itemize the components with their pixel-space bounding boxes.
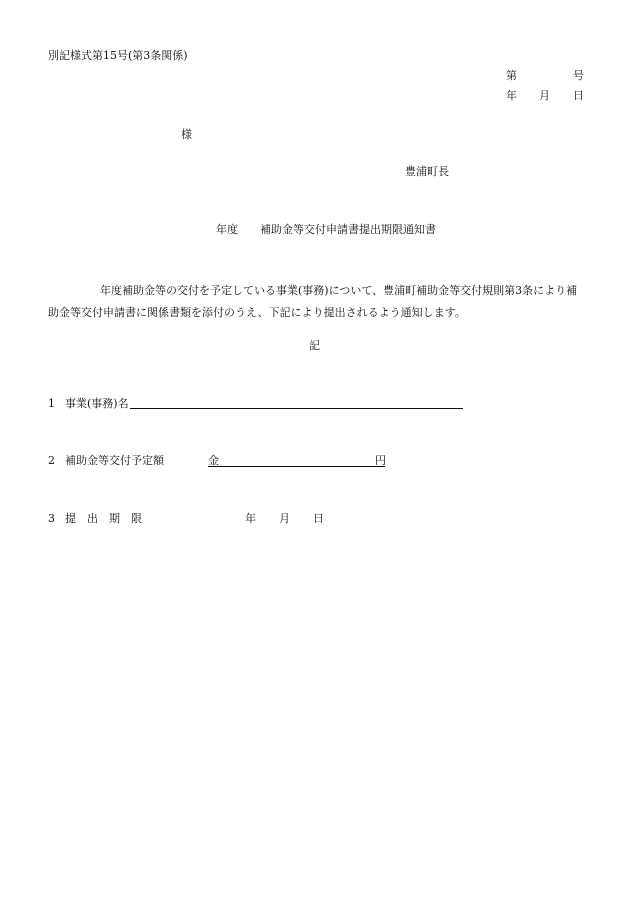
date-year: 年 — [506, 89, 517, 102]
item-3-number: 3 — [48, 512, 55, 525]
item-1-number: 1 — [48, 397, 55, 410]
document-title: 補助金等交付申請書提出期限通知書 — [260, 223, 436, 236]
item-1-label: 事業(事務)名 — [65, 397, 129, 410]
item-2-en: 円 — [375, 454, 386, 467]
form-number: 別記様式第15号(第3条関係) — [48, 49, 188, 62]
doc-number-prefix: 第 — [506, 69, 517, 82]
recipient-honorific: 様 — [181, 128, 192, 141]
body-text: 年度補助金等の交付を予定している事業(事務)について、豊浦町補助金等交付規則第3条により補助金等交付申請書に関係書類を添付のうえ、下記により提出されるよう通知します。 — [48, 284, 578, 319]
item-2-number: 2 — [48, 454, 55, 467]
doc-number-suffix: 号 — [573, 69, 584, 82]
date-day: 日 — [573, 89, 584, 102]
item-2-kin: 金 — [208, 454, 219, 467]
date-month: 月 — [539, 89, 550, 102]
ki-heading: 記 — [309, 339, 320, 352]
item-2-label: 補助金等交付予定額 — [65, 454, 164, 467]
item-2-underline — [208, 466, 385, 467]
issuer: 豊浦町長 — [405, 165, 449, 178]
item-1-underline — [130, 408, 463, 409]
item-3-month: 月 — [279, 512, 290, 525]
item-3-year: 年 — [245, 512, 256, 525]
title-fiscal-year: 年度 — [216, 223, 238, 236]
item-3-label: 提出期限 — [65, 512, 153, 525]
item-3-day: 日 — [313, 512, 324, 525]
